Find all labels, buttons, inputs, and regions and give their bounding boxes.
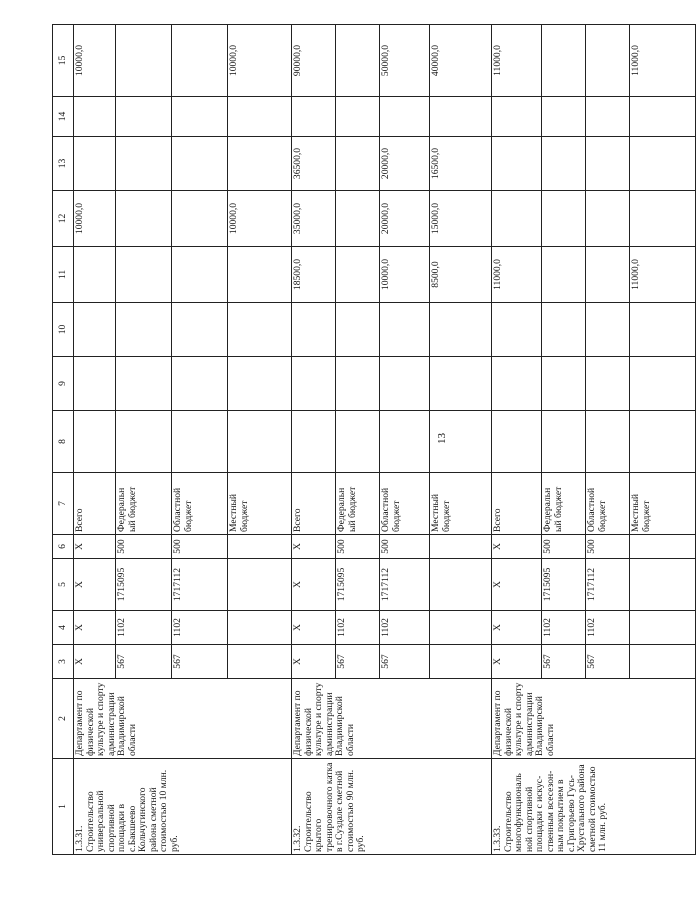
- funding-source: Местный бюджет: [630, 473, 696, 535]
- cell-col-5: 1717112: [586, 559, 630, 611]
- cell-col-8: [630, 411, 696, 473]
- cell-col-5: 1715095: [116, 559, 172, 611]
- cell-col-5: X: [492, 559, 542, 611]
- cell-col-5: 1717112: [172, 559, 228, 611]
- funding-source: Областной бюджет: [586, 473, 630, 535]
- cell-col-9: [228, 357, 292, 411]
- cell-col-6: 500: [380, 535, 430, 559]
- cell-col-9: [492, 357, 542, 411]
- cell-col-10: [430, 303, 492, 357]
- cell-col-3: X: [292, 645, 336, 679]
- cell-col-10: [542, 303, 586, 357]
- cell-col-11: [542, 247, 586, 303]
- table-row: [492, 25, 542, 855]
- responsible-department: Департамент по физической культуре и спорту администрации Владимирской области: [492, 679, 696, 759]
- column-header: 11: [53, 247, 74, 303]
- cell-col-10: [336, 303, 380, 357]
- cell-col-11: [172, 247, 228, 303]
- cell-col-8: [228, 411, 292, 473]
- cell-col-4: 1102: [380, 611, 430, 645]
- cell-col-11: [228, 247, 292, 303]
- cell-col-3: [630, 645, 696, 679]
- cell-col-6: 500: [586, 535, 630, 559]
- cell-col-5: [228, 559, 292, 611]
- measure-cell: [74, 759, 292, 855]
- funding-source: Федеральн ый бюджет: [542, 473, 586, 535]
- cell-col-4: X: [74, 611, 116, 645]
- cell-col-8: [586, 411, 630, 473]
- cell-col-8: [74, 411, 116, 473]
- funding-source: Местный бюджет: [430, 473, 492, 535]
- cell-col-14: [380, 97, 430, 137]
- column-header: 12: [53, 191, 74, 247]
- cell-col-6: [430, 535, 492, 559]
- cell-col-14: [228, 97, 292, 137]
- cell-col-15: 10000,0: [228, 25, 292, 97]
- cell-col-6: 500: [542, 535, 586, 559]
- cell-col-14: [74, 97, 116, 137]
- cell-col-4: [430, 611, 492, 645]
- column-header: 5: [53, 559, 74, 611]
- column-header: 15: [53, 25, 74, 97]
- cell-col-3: 567: [586, 645, 630, 679]
- cell-col-9: [336, 357, 380, 411]
- cell-col-8: [492, 411, 542, 473]
- cell-col-11: 8500,0: [430, 247, 492, 303]
- cell-col-15: 50000,0: [380, 25, 430, 97]
- cell-col-9: [586, 357, 630, 411]
- cell-col-3: X: [492, 645, 542, 679]
- cell-col-4: [630, 611, 696, 645]
- column-header: 6: [53, 535, 74, 559]
- column-header: 9: [53, 357, 74, 411]
- funding-source: Областной бюджет: [172, 473, 228, 535]
- cell-col-13: [228, 137, 292, 191]
- column-header: 3: [53, 645, 74, 679]
- funding-source: Всего: [74, 473, 116, 535]
- cell-col-15: 90000,0: [292, 25, 336, 97]
- cell-col-10: [116, 303, 172, 357]
- cell-col-4: [228, 611, 292, 645]
- cell-col-13: [172, 137, 228, 191]
- cell-col-12: 10000,0: [228, 191, 292, 247]
- cell-col-14: [586, 97, 630, 137]
- cell-col-8: [292, 411, 336, 473]
- cell-col-10: [586, 303, 630, 357]
- cell-col-5: 1715095: [542, 559, 586, 611]
- cell-col-14: [630, 97, 696, 137]
- cell-col-4: 1102: [542, 611, 586, 645]
- cell-col-9: [116, 357, 172, 411]
- cell-col-8: [430, 411, 492, 473]
- cell-col-12: 35000,0: [292, 191, 336, 247]
- cell-col-3: 567: [336, 645, 380, 679]
- column-header: 7: [53, 473, 74, 535]
- header-row: [53, 25, 74, 855]
- cell-col-15: [336, 25, 380, 97]
- column-header: 10: [53, 303, 74, 357]
- cell-col-6: 500: [172, 535, 228, 559]
- cell-col-8: [172, 411, 228, 473]
- funding-source: Местный бюджет: [228, 473, 292, 535]
- cell-col-15: [542, 25, 586, 97]
- cell-col-9: [430, 357, 492, 411]
- cell-col-3: 567: [116, 645, 172, 679]
- cell-col-8: [116, 411, 172, 473]
- cell-col-11: [336, 247, 380, 303]
- cell-col-15: 11000,0: [492, 25, 542, 97]
- measure-code: 1.3.32.: [292, 825, 303, 852]
- cell-col-4: X: [292, 611, 336, 645]
- cell-col-14: [172, 97, 228, 137]
- cell-col-13: [336, 137, 380, 191]
- cell-col-10: [630, 303, 696, 357]
- cell-col-15: [116, 25, 172, 97]
- cell-col-6: [228, 535, 292, 559]
- cell-col-10: [74, 303, 116, 357]
- cell-col-4: 1102: [116, 611, 172, 645]
- cell-col-11: 11000,0: [492, 247, 542, 303]
- cell-col-6: X: [292, 535, 336, 559]
- measure-name: Строительство крытого тренировочного катка в г.Суздале сметной стоимостью 90 млн. руб.: [302, 762, 367, 852]
- cell-col-12: [492, 191, 542, 247]
- measure-code: 1.3.31.: [74, 825, 85, 852]
- responsible-department: Департамент по физической культуре и спорту администрации Владимирской области: [74, 679, 292, 759]
- cell-col-8: [380, 411, 430, 473]
- cell-col-11: 11000,0: [630, 247, 696, 303]
- cell-col-14: [542, 97, 586, 137]
- cell-col-4: X: [492, 611, 542, 645]
- column-header: 8: [53, 411, 74, 473]
- cell-col-15: [586, 25, 630, 97]
- cell-col-9: [292, 357, 336, 411]
- cell-col-11: [116, 247, 172, 303]
- measure-name: Строительство универсальной спортивной площадки в с.Бакшеево Кольчугинского района сметной стоимостью 10 млн. руб.: [84, 769, 180, 852]
- cell-col-12: [542, 191, 586, 247]
- cell-col-11: [74, 247, 116, 303]
- cell-col-5: 1715095: [336, 559, 380, 611]
- measure-name: Строительство многофункциональ ной спортивной площадки с искус- ственным всесезон- ным покрытием в с.Григорьево Гусь- Хрустального района сметной стоимостью 11 млн. руб.: [502, 764, 609, 852]
- cell-col-12: 10000,0: [74, 191, 116, 247]
- cell-col-10: [292, 303, 336, 357]
- cell-col-3: [430, 645, 492, 679]
- funding-source: Областной бюджет: [380, 473, 430, 535]
- measure-cell: [292, 759, 492, 855]
- cell-col-12: [116, 191, 172, 247]
- cell-col-4: 1102: [336, 611, 380, 645]
- cell-col-6: [630, 535, 696, 559]
- cell-col-12: 20000,0: [380, 191, 430, 247]
- cell-col-12: [172, 191, 228, 247]
- cell-col-13: [542, 137, 586, 191]
- cell-col-14: [430, 97, 492, 137]
- cell-col-14: [292, 97, 336, 137]
- cell-col-9: [380, 357, 430, 411]
- cell-col-10: [492, 303, 542, 357]
- column-header: 14: [53, 97, 74, 137]
- cell-col-13: 16500,0: [430, 137, 492, 191]
- cell-col-13: [492, 137, 542, 191]
- cell-col-11: 10000,0: [380, 247, 430, 303]
- cell-col-4: 1102: [586, 611, 630, 645]
- table-row: [292, 25, 336, 855]
- cell-col-3: 567: [380, 645, 430, 679]
- column-header: 2: [53, 679, 74, 759]
- cell-col-10: [172, 303, 228, 357]
- cell-col-11: [586, 247, 630, 303]
- cell-col-13: [586, 137, 630, 191]
- funding-source: Всего: [292, 473, 336, 535]
- cell-col-8: [336, 411, 380, 473]
- cell-col-14: [116, 97, 172, 137]
- cell-col-6: X: [74, 535, 116, 559]
- responsible-department: Департамент по физической культуре и спорту администрации Владимирской области: [292, 679, 492, 759]
- cell-col-3: X: [74, 645, 116, 679]
- cell-col-9: [172, 357, 228, 411]
- column-header: 4: [53, 611, 74, 645]
- cell-col-5: 1717112: [380, 559, 430, 611]
- cell-col-15: [172, 25, 228, 97]
- cell-col-12: [630, 191, 696, 247]
- cell-col-10: [380, 303, 430, 357]
- funding-source: Федеральн ый бюджет: [336, 473, 380, 535]
- measure-cell: [492, 759, 696, 855]
- cell-col-14: [492, 97, 542, 137]
- column-header: 1: [53, 759, 74, 855]
- cell-col-11: 18500,0: [292, 247, 336, 303]
- cell-col-5: [430, 559, 492, 611]
- funding-source: Всего: [492, 473, 542, 535]
- cell-col-5: [630, 559, 696, 611]
- cell-col-6: 500: [336, 535, 380, 559]
- cell-col-13: 36500,0: [292, 137, 336, 191]
- cell-col-3: [228, 645, 292, 679]
- cell-col-13: [630, 137, 696, 191]
- cell-col-9: [542, 357, 586, 411]
- cell-col-13: [116, 137, 172, 191]
- cell-col-10: [228, 303, 292, 357]
- cell-col-6: 500: [116, 535, 172, 559]
- cell-col-5: X: [74, 559, 116, 611]
- cell-col-9: [74, 357, 116, 411]
- rotated-table-container: [52, 25, 652, 855]
- budget-table: [52, 24, 696, 855]
- column-header: 13: [53, 137, 74, 191]
- funding-source: Федеральн ый бюджет: [116, 473, 172, 535]
- cell-col-12: [586, 191, 630, 247]
- cell-col-15: 10000,0: [74, 25, 116, 97]
- cell-col-13: [74, 137, 116, 191]
- cell-col-4: 1102: [172, 611, 228, 645]
- cell-col-8: [542, 411, 586, 473]
- cell-col-13: 20000,0: [380, 137, 430, 191]
- cell-col-12: [336, 191, 380, 247]
- cell-col-9: [630, 357, 696, 411]
- cell-col-15: 11000,0: [630, 25, 696, 97]
- cell-col-15: 40000,0: [430, 25, 492, 97]
- page-number: 13: [436, 433, 448, 444]
- cell-col-12: 15000,0: [430, 191, 492, 247]
- cell-col-3: 567: [172, 645, 228, 679]
- cell-col-14: [336, 97, 380, 137]
- cell-col-5: X: [292, 559, 336, 611]
- table-row: [74, 25, 116, 855]
- cell-col-6: X: [492, 535, 542, 559]
- cell-col-3: 567: [542, 645, 586, 679]
- measure-code: 1.3.33.: [492, 825, 503, 852]
